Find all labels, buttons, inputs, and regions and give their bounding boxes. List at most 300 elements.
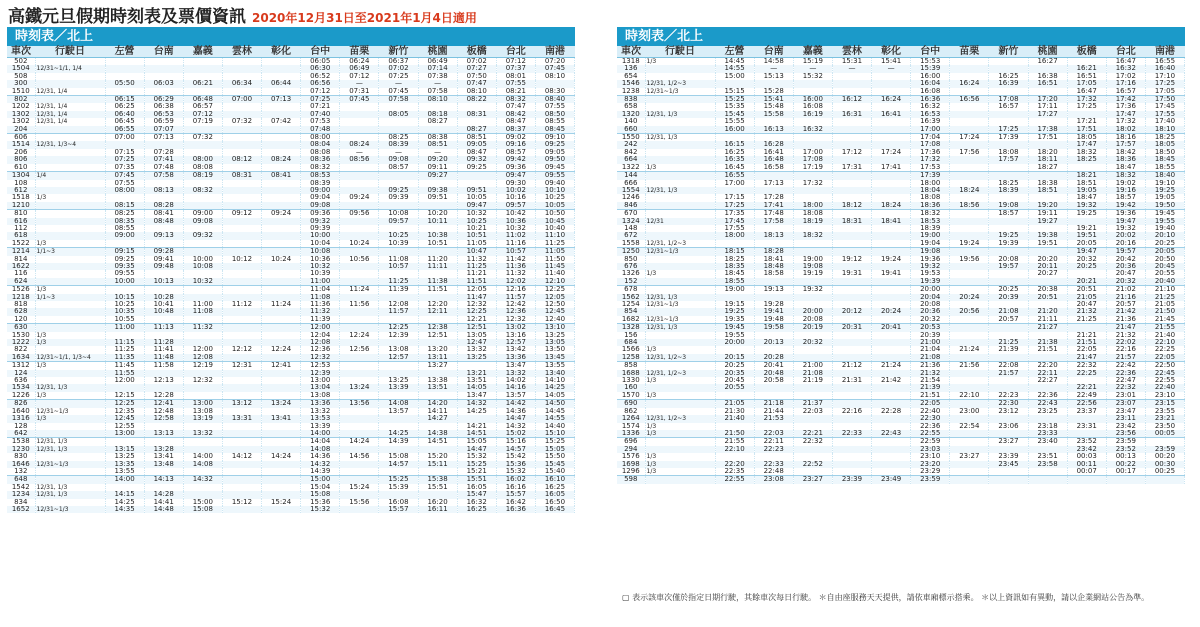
table-row (617, 370, 1185, 377)
time-cell: 17:36 (1106, 103, 1145, 110)
time-cell (418, 126, 457, 134)
time-cell: 11:38 (418, 278, 457, 286)
column-header: 台中 (911, 46, 950, 58)
time-cell: 08:39 (301, 180, 340, 187)
time-cell: 08:31 (222, 172, 261, 180)
time-cell (872, 392, 911, 400)
time-cell (262, 370, 301, 377)
time-cell: 11:15 (105, 339, 144, 346)
time-cell: 09:27 (418, 172, 457, 180)
time-cell (379, 415, 418, 422)
time-cell: 17:21 (1067, 118, 1106, 125)
service-date-cell (645, 232, 715, 239)
time-cell: 11:08 (379, 256, 418, 263)
table-row (7, 164, 575, 172)
service-date-cell: 12/31, 1/3 (645, 134, 715, 142)
time-cell (183, 65, 222, 72)
time-cell: 12:32 (301, 354, 340, 362)
table-row (7, 232, 575, 239)
time-cell: 23:33 (1028, 430, 1067, 438)
table-row (7, 180, 575, 187)
time-cell: 07:20 (535, 58, 574, 66)
time-cell: 10:47 (457, 248, 496, 256)
time-cell: 09:02 (496, 134, 535, 142)
time-cell: 21:11 (1028, 316, 1067, 324)
time-cell: 11:00 (301, 278, 340, 286)
time-cell: 21:50 (715, 430, 754, 438)
time-cell (872, 346, 911, 353)
time-cell: 07:40 (301, 111, 340, 118)
column-header: 板橋 (457, 46, 496, 58)
time-cell (832, 286, 871, 294)
time-cell: 09:56 (340, 210, 379, 218)
time-cell: 15:35 (715, 103, 754, 110)
time-cell: 09:28 (144, 248, 183, 256)
train-number-cell: 678 (617, 286, 645, 294)
time-cell: 22:20 (715, 461, 754, 468)
time-cell: 16:51 (1028, 80, 1067, 87)
time-cell: 23:52 (1106, 446, 1145, 453)
time-cell: 06:29 (144, 96, 183, 104)
time-cell: 07:45 (105, 172, 144, 180)
service-date-cell: 12/31, 1/3 (35, 446, 105, 453)
time-cell: 12:51 (457, 324, 496, 332)
time-cell: 00:07 (1067, 468, 1106, 476)
time-cell: 13:32 (457, 346, 496, 353)
time-cell: 21:04 (911, 346, 950, 353)
time-cell (872, 210, 911, 218)
table-row (7, 286, 575, 294)
train-number-cell: 1304 (7, 172, 35, 180)
service-date-cell: 12/31, 1/2~3 (645, 370, 715, 377)
time-cell: 14:58 (754, 58, 793, 66)
time-cell: 16:20 (418, 499, 457, 506)
time-cell (832, 339, 871, 346)
time-cell: 19:39 (911, 278, 950, 286)
time-cell: 22:43 (872, 430, 911, 438)
time-cell: 18:02 (1106, 126, 1145, 134)
time-cell: 08:35 (105, 218, 144, 225)
time-cell: 07:53 (301, 118, 340, 125)
time-cell: 12:31 (222, 362, 261, 370)
time-cell: 11:32 (496, 270, 535, 277)
time-cell (872, 316, 911, 324)
time-cell: 20:25 (715, 362, 754, 370)
train-number-cell: 1302 (7, 118, 35, 125)
time-cell (262, 446, 301, 453)
time-cell: — (832, 65, 871, 72)
service-date-cell (645, 332, 715, 339)
time-cell: 21:40 (1145, 332, 1184, 339)
time-cell: 23:07 (1106, 400, 1145, 408)
time-cell: 17:05 (1145, 88, 1184, 96)
table-row (617, 225, 1185, 232)
time-cell: 14:08 (301, 446, 340, 453)
time-cell: 07:12 (340, 73, 379, 80)
time-cell: 09:13 (144, 232, 183, 239)
table-row (617, 80, 1185, 87)
time-cell: 21:32 (1067, 308, 1106, 315)
time-cell: 20:10 (1145, 232, 1184, 239)
time-cell (340, 324, 379, 332)
time-cell: 18:21 (1067, 172, 1106, 180)
train-number-cell: 294 (617, 446, 645, 453)
time-cell: 06:52 (301, 73, 340, 80)
time-cell: 13:05 (535, 339, 574, 346)
table-row (7, 491, 575, 498)
time-cell: 11:08 (183, 308, 222, 315)
time-cell: 07:12 (301, 88, 340, 96)
time-cell (340, 415, 379, 422)
time-cell (379, 370, 418, 377)
train-number-cell: 300 (7, 80, 35, 87)
time-cell: 15:51 (457, 476, 496, 484)
footnote: ▢ 表示該車次僅於指定日期行駛，其餘車次每日行駛。 ＊自由座服務天天提供，請依車廂標示搭乘。 ＊以上資訊如有異動，請以企業網站公告為準。 (622, 593, 1150, 602)
service-date-cell (35, 232, 105, 239)
time-cell (950, 430, 989, 438)
time-cell: 23:10 (1145, 392, 1184, 400)
time-cell: 00:30 (1145, 461, 1184, 468)
time-cell: 16:40 (1145, 65, 1184, 72)
service-date-cell (645, 339, 715, 346)
time-cell: 21:32 (1106, 332, 1145, 339)
time-cell: 15:05 (535, 446, 574, 453)
time-cell (418, 491, 457, 498)
table-row (617, 423, 1185, 430)
time-cell (222, 88, 261, 96)
time-cell: 22:32 (1067, 362, 1106, 370)
time-cell: 11:57 (496, 294, 535, 301)
time-cell: 12:55 (105, 423, 144, 430)
time-cell: 18:25 (989, 180, 1028, 187)
time-cell: 21:12 (832, 362, 871, 370)
train-number-cell: 1576 (617, 453, 645, 460)
train-number-cell: 1562 (617, 294, 645, 301)
time-cell: 17:10 (1145, 73, 1184, 80)
time-cell: 10:00 (183, 256, 222, 263)
time-cell: 12:32 (457, 301, 496, 308)
time-cell (754, 332, 793, 339)
service-date-cell (35, 316, 105, 324)
time-cell: 18:05 (1145, 141, 1184, 148)
time-cell (222, 73, 261, 80)
time-cell: 09:10 (535, 134, 574, 142)
time-cell: 19:28 (754, 301, 793, 308)
time-cell: 12:41 (262, 362, 301, 370)
time-cell: 20:08 (793, 316, 832, 324)
train-number-cell: 1682 (617, 316, 645, 324)
time-cell: 08:15 (105, 202, 144, 210)
time-cell: 22:11 (754, 438, 793, 446)
time-cell (262, 263, 301, 270)
time-cell: 06:03 (144, 80, 183, 87)
time-cell: 17:25 (1067, 103, 1106, 110)
service-date-cell (645, 194, 715, 201)
time-cell (379, 362, 418, 370)
time-cell (262, 468, 301, 476)
time-cell (262, 476, 301, 484)
time-cell (183, 484, 222, 491)
time-cell: 17:25 (989, 126, 1028, 134)
time-cell: 20:57 (989, 316, 1028, 324)
time-cell: 12:25 (535, 286, 574, 294)
time-cell (183, 225, 222, 232)
time-cell: 08:50 (535, 111, 574, 118)
train-number-cell: 618 (7, 232, 35, 239)
time-cell: 10:55 (105, 316, 144, 324)
time-cell (989, 164, 1028, 172)
time-cell: 15:12 (222, 499, 261, 506)
time-cell: 09:08 (183, 218, 222, 225)
time-cell: 12:47 (457, 339, 496, 346)
time-cell: 09:50 (535, 156, 574, 163)
time-cell: 17:58 (754, 218, 793, 225)
time-cell (872, 134, 911, 142)
time-cell: 09:11 (418, 164, 457, 172)
time-cell: 07:42 (262, 118, 301, 125)
time-cell: 06:49 (418, 58, 457, 66)
time-cell: 21:20 (1028, 308, 1067, 315)
time-cell: 07:55 (535, 103, 574, 110)
time-cell: 20:27 (1028, 270, 1067, 277)
time-cell: 21:08 (793, 370, 832, 377)
time-cell: 10:25 (379, 232, 418, 239)
train-number-cell: 616 (7, 218, 35, 225)
service-date-cell (35, 156, 105, 163)
time-cell (183, 240, 222, 248)
table-row (617, 263, 1185, 270)
time-cell: 17:08 (989, 96, 1028, 104)
table-row (617, 286, 1185, 294)
time-cell: 13:35 (105, 461, 144, 468)
time-cell (340, 232, 379, 239)
time-cell (105, 65, 144, 72)
time-cell (793, 141, 832, 148)
train-number-cell: 144 (617, 172, 645, 180)
time-cell: 21:05 (1067, 294, 1106, 301)
time-cell: 17:05 (1067, 80, 1106, 87)
train-number-cell: 152 (617, 278, 645, 286)
time-cell: 17:19 (793, 164, 832, 172)
time-cell: 16:13 (754, 126, 793, 134)
time-cell: 18:08 (793, 210, 832, 218)
time-cell (989, 58, 1028, 66)
time-cell: 23:03 (911, 446, 950, 453)
time-cell: 11:05 (535, 248, 574, 256)
service-date-cell: 12/31, 1/2~3 (645, 80, 715, 87)
time-cell: 09:30 (496, 180, 535, 187)
time-cell (379, 118, 418, 125)
time-cell (340, 263, 379, 270)
time-cell: 08:42 (496, 111, 535, 118)
column-header: 苗栗 (950, 46, 989, 58)
time-cell: 08:40 (535, 96, 574, 104)
time-cell: 23:55 (1145, 408, 1184, 415)
table-row (7, 384, 575, 391)
time-cell (222, 423, 261, 430)
service-date-cell: 12/31, 1/3 (35, 491, 105, 498)
train-number-cell: 112 (7, 225, 35, 232)
page-title (8, 2, 477, 27)
train-number-cell: 120 (7, 316, 35, 324)
time-cell: 16:55 (715, 172, 754, 180)
time-cell: 20:47 (1106, 270, 1145, 277)
time-cell (222, 430, 261, 438)
train-number-cell: 1574 (617, 423, 645, 430)
time-cell (262, 248, 301, 256)
time-cell (379, 103, 418, 110)
time-cell: 23:18 (1028, 423, 1067, 430)
time-cell: 12:11 (418, 308, 457, 315)
time-cell: 13:24 (262, 400, 301, 408)
time-cell: 19:04 (911, 240, 950, 248)
time-cell (535, 80, 574, 87)
time-cell: 13:57 (379, 408, 418, 415)
time-cell: 08:31 (457, 111, 496, 118)
time-cell (715, 134, 754, 142)
train-number-cell: 1238 (617, 88, 645, 96)
time-cell (418, 248, 457, 256)
service-date-cell (35, 80, 105, 87)
time-cell: 18:45 (1145, 156, 1184, 163)
time-cell: 21:39 (911, 384, 950, 391)
time-cell: 19:51 (1028, 240, 1067, 248)
time-cell: 15:41 (754, 96, 793, 104)
time-cell: 18:32 (1106, 172, 1145, 180)
time-cell: 17:24 (950, 134, 989, 142)
time-cell: 13:36 (496, 354, 535, 362)
service-date-cell: 12/31, 1/3 (645, 187, 715, 194)
time-cell (1067, 415, 1106, 422)
time-cell (832, 453, 871, 460)
service-date-cell: 1/3 (645, 461, 715, 468)
time-cell (418, 468, 457, 476)
time-cell: 22:25 (1145, 346, 1184, 353)
time-cell (262, 134, 301, 142)
train-number-cell: 1330 (617, 377, 645, 384)
time-cell (715, 294, 754, 301)
time-cell (144, 286, 183, 294)
time-cell: 07:41 (144, 156, 183, 163)
time-cell: 07:00 (222, 96, 261, 104)
time-cell: 09:40 (535, 180, 574, 187)
time-cell: 11:47 (457, 294, 496, 301)
time-cell (379, 172, 418, 180)
time-cell: 21:51 (1067, 339, 1106, 346)
time-cell: 09:00 (105, 232, 144, 239)
time-cell (222, 164, 261, 172)
time-cell: 15:00 (183, 499, 222, 506)
table-row (617, 453, 1185, 460)
table-row (7, 218, 575, 225)
time-cell (340, 468, 379, 476)
time-cell: 11:32 (183, 324, 222, 332)
time-cell: 16:12 (832, 96, 871, 104)
time-cell (950, 118, 989, 125)
time-cell: 21:24 (872, 362, 911, 370)
time-cell (872, 126, 911, 134)
time-cell (793, 301, 832, 308)
time-cell: 18:25 (715, 256, 754, 263)
time-cell (832, 423, 871, 430)
table-row (7, 339, 575, 346)
time-cell: 13:38 (418, 377, 457, 384)
time-cell: 07:47 (457, 80, 496, 87)
time-cell: 12:10 (535, 278, 574, 286)
time-cell: 08:00 (183, 156, 222, 163)
time-cell: 07:12 (183, 111, 222, 118)
time-cell: 20:00 (793, 308, 832, 315)
time-cell: 10:41 (144, 301, 183, 308)
time-cell: 17:40 (1145, 118, 1184, 125)
time-cell: 11:36 (301, 301, 340, 308)
time-cell: 19:47 (1067, 248, 1106, 256)
time-cell: 08:13 (144, 187, 183, 194)
time-cell: 21:38 (1028, 339, 1067, 346)
column-header: 雲林 (832, 46, 871, 58)
time-cell (872, 415, 911, 422)
time-cell: 20:45 (1145, 263, 1184, 270)
time-cell: 13:02 (496, 324, 535, 332)
left-panel-band: 時刻表／北上 (7, 27, 575, 46)
time-cell: 07:48 (301, 126, 340, 134)
service-date-cell (645, 400, 715, 408)
time-cell: 18:10 (1145, 126, 1184, 134)
time-cell: 08:30 (535, 88, 574, 96)
time-cell: 20:13 (754, 339, 793, 346)
time-cell: 23:06 (989, 423, 1028, 430)
time-cell: 07:35 (105, 164, 144, 172)
time-cell: 17:11 (1028, 103, 1067, 110)
time-cell (222, 225, 261, 232)
time-cell (183, 438, 222, 446)
time-cell: 14:08 (379, 400, 418, 408)
time-cell: 18:20 (1028, 149, 1067, 156)
service-date-cell: 12/31~1/3 (645, 248, 715, 256)
time-cell: 15:05 (457, 438, 496, 446)
train-number-cell: 1546 (617, 80, 645, 87)
train-number-cell: 822 (7, 346, 35, 353)
time-cell: 11:25 (105, 346, 144, 353)
service-date-cell (35, 370, 105, 377)
time-cell: 09:47 (496, 172, 535, 180)
time-cell (340, 278, 379, 286)
time-cell (1028, 354, 1067, 362)
time-cell: 14:24 (262, 453, 301, 460)
time-cell (262, 461, 301, 468)
time-cell (105, 484, 144, 491)
time-cell: 14:55 (715, 65, 754, 72)
time-cell: 08:55 (105, 225, 144, 232)
time-cell (1028, 65, 1067, 72)
time-cell (340, 446, 379, 453)
right-timetable-panel (617, 27, 1185, 484)
table-row (7, 58, 575, 66)
time-cell (950, 164, 989, 172)
time-cell: 19:13 (754, 286, 793, 294)
column-header: 行駛日 (35, 46, 105, 58)
time-cell (183, 384, 222, 391)
time-cell: 13:47 (457, 392, 496, 400)
time-cell: 14:08 (183, 461, 222, 468)
table-row (617, 392, 1185, 400)
time-cell: 14:25 (379, 430, 418, 438)
service-date-cell (35, 263, 105, 270)
time-cell: 15:04 (301, 484, 340, 491)
time-cell: 11:35 (105, 354, 144, 362)
time-cell: 19:38 (1028, 232, 1067, 239)
time-cell: 08:01 (496, 73, 535, 80)
